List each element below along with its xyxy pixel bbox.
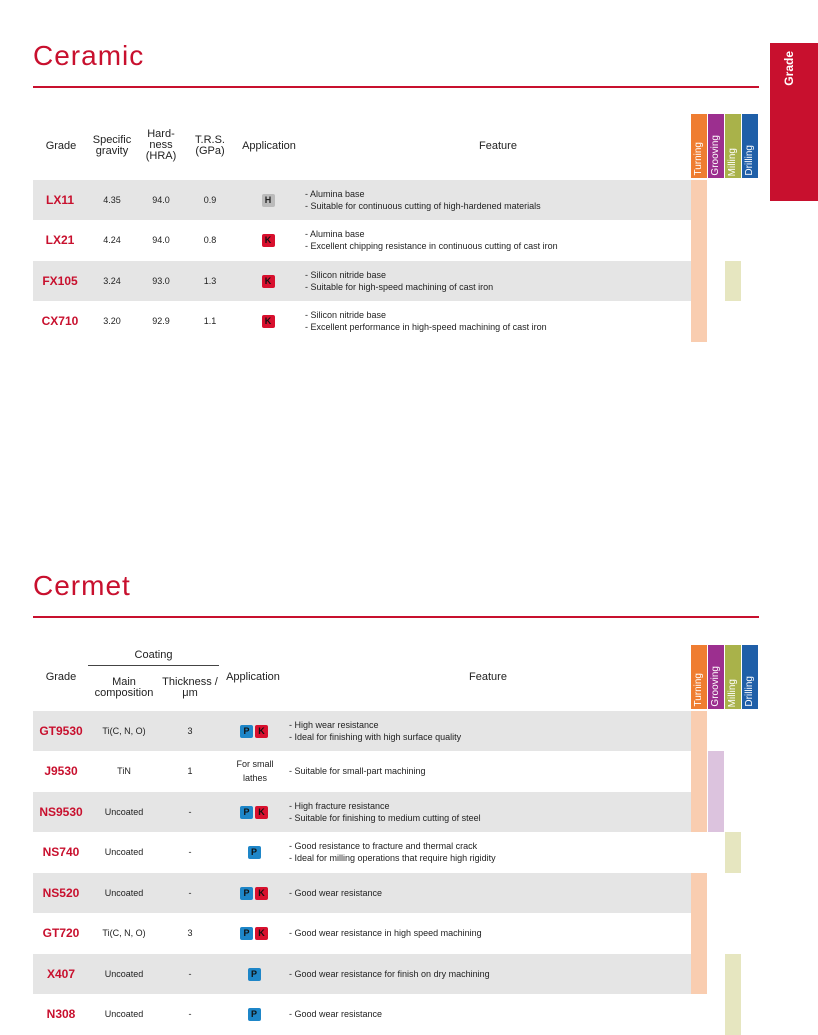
iso-k-badge: K [255,806,268,819]
ceramic-header-grade: Grade [45,140,77,152]
grade-code: LX11 [45,193,75,207]
specific-gravity: 4.24 [103,235,121,245]
iso-k-badge: K [255,725,268,738]
main-composition: Ti(C, N, O) [102,726,146,736]
feature: - Alumina base - Excellent chipping resistance in continuous cutting of cast iron [305,229,558,251]
cermet-header-coating: Coating [134,649,173,661]
feature: - Suitable for small-part machining [289,766,426,776]
table-row [33,792,691,832]
iso-k-badge: K [255,927,268,940]
main-composition: Uncoated [104,807,144,817]
feature: - Silicon nitride base - Suitable for high-speed machining of cast iron [305,270,494,292]
turning-mark [691,711,707,832]
table-row [33,913,691,953]
table-row [33,873,691,913]
application [225,832,285,872]
iso-k-badge: K [255,887,268,900]
grade-code: NS740 [42,845,80,859]
grade-code: NS9530 [39,805,83,819]
specific-gravity: 3.20 [103,316,121,326]
grooving-mark [708,751,724,832]
ceramic-header-trs: T.R.S. (GPa) [195,134,225,157]
thickness: - [188,1009,192,1019]
main-composition: Uncoated [104,847,144,857]
ceramic-cat-grooving: Grooving [708,114,724,178]
cermet-cat-turning: Turning [691,645,707,709]
iso-p-badge: P [240,725,253,738]
iso-p-badge: P [240,806,253,819]
turning-mark [691,180,707,342]
feature: - High wear resistance - Ideal for finishing with high surface quality [289,720,462,742]
application [249,261,289,301]
iso-k-badge: K [262,315,275,328]
feature: - High fracture resistance - Suitable for finishing to medium cutting of steel [289,801,481,823]
hardness: 93.0 [152,276,170,286]
table-row [33,261,691,301]
main-composition: Uncoated [104,969,144,979]
feature: - Good wear resistance [289,888,383,898]
grade-side-tab[interactable] [770,43,818,201]
grade-code: GT9530 [39,724,83,738]
thickness: - [188,969,192,979]
cermet-header-application: Application [226,671,280,683]
table-row [33,832,691,872]
grade-code: LX21 [45,233,75,247]
application [225,954,285,994]
cermet-header-thickness: Thickness / μm [162,676,218,699]
application-text: For small lathes [236,759,274,783]
application [225,994,285,1034]
cermet-header-feature: Feature [469,671,507,683]
feature: - Alumina base - Suitable for continuous cutting of high-hardened materials [305,189,541,211]
turning-mark [691,873,707,994]
table-row [33,180,691,220]
feature: - Good wear resistance in high speed machining [289,928,482,938]
cermet-title: Cermet [33,570,131,601]
iso-p-badge: P [248,968,261,981]
ceramic-cat-milling: Milling [725,114,741,178]
table-row [33,220,691,260]
table-row [33,994,691,1034]
trs: 0.8 [203,235,217,245]
grade-code: CX710 [41,314,79,328]
iso-p-badge: P [240,927,253,940]
application [249,220,289,260]
cermet-header-main-composition: Main composition [94,676,154,699]
grade-code: N308 [46,1007,76,1021]
iso-p-badge: P [240,887,253,900]
ceramic-header-feature: Feature [479,140,517,152]
table-row [33,711,691,751]
cermet-cat-drilling: Drilling [742,645,758,709]
hardness: 92.9 [152,316,170,326]
grade-code: GT720 [42,926,80,940]
thickness: 3 [187,726,193,736]
table-row [33,751,691,791]
application [249,301,289,341]
ceramic-rule [33,86,759,88]
ceramic-header-hardness: Hard- ness (HRA) [145,128,177,162]
thickness: 3 [187,928,193,938]
iso-p-badge: P [248,1008,261,1021]
ceramic-cat-drilling: Drilling [742,114,758,178]
milling-mark [725,261,741,301]
trs: 1.3 [203,276,217,286]
grade-code: X407 [46,967,76,981]
thickness: 1 [187,766,193,776]
main-composition: Ti(C, N, O) [102,928,146,938]
milling-mark [725,832,741,873]
main-composition: Uncoated [104,1009,144,1019]
feature: - Good wear resistance [289,1009,383,1019]
table-row [33,954,691,994]
application [225,711,285,751]
application [225,873,285,913]
hardness: 94.0 [152,235,170,245]
ceramic-cat-turning: Turning [691,114,707,178]
grade-code: J9530 [44,764,78,778]
trs: 1.1 [203,316,217,326]
main-composition: TiN [117,766,131,776]
trs: 0.9 [203,195,217,205]
feature: - Good resistance to fracture and thermal crack - Ideal for milling operations that require high rigidity [289,841,496,863]
thickness: - [188,847,192,857]
coating-underline [88,665,219,666]
ceramic-title: Ceramic [33,40,145,71]
application [249,180,289,220]
hardness: 94.0 [152,195,170,205]
specific-gravity: 4.35 [103,195,121,205]
grade-code: FX105 [42,274,78,288]
application [225,913,285,953]
milling-mark [725,954,741,1035]
application [225,792,285,832]
feature: - Good wear resistance for finish on dry machining [289,969,490,979]
side-tab-label: Grade [782,51,796,86]
thickness: - [188,888,192,898]
feature: - Silicon nitride base - Excellent performance in high-speed machining of cast iron [305,310,547,332]
cermet-rule [33,616,759,618]
main-composition: Uncoated [104,888,144,898]
cermet-cat-milling: Milling [725,645,741,709]
ceramic-header-sg: Specific gravity [92,134,132,157]
thickness: - [188,807,192,817]
table-row [33,301,691,341]
cermet-header-grade: Grade [45,671,77,683]
grade-code: NS520 [42,886,80,900]
iso-k-badge: K [262,275,275,288]
iso-h-badge: H [262,194,275,207]
specific-gravity: 3.24 [103,276,121,286]
cermet-cat-grooving: Grooving [708,645,724,709]
iso-k-badge: K [262,234,275,247]
iso-p-badge: P [248,846,261,859]
ceramic-header-application: Application [242,140,296,152]
